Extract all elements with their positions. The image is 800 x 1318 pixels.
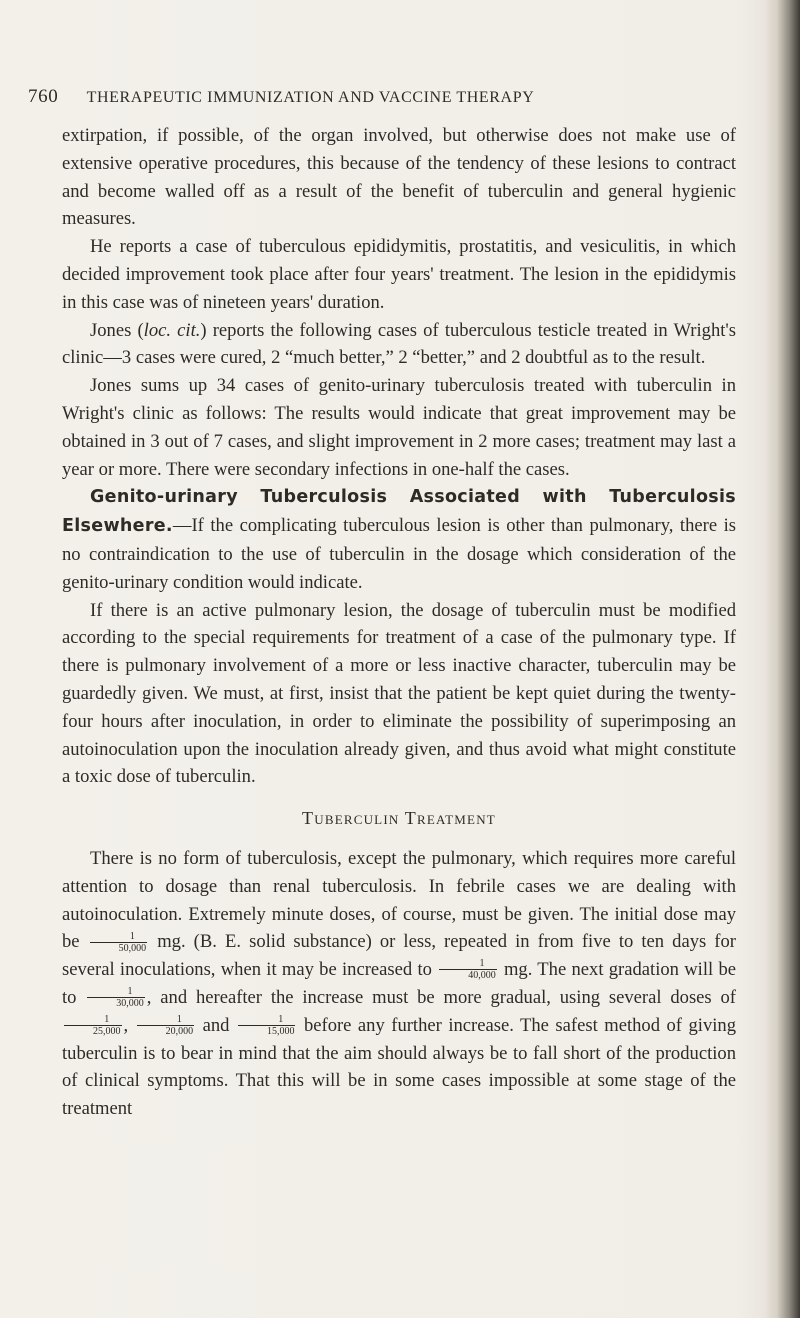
page-body bbox=[62, 122, 736, 1123]
fraction-numerator: 1 bbox=[137, 1014, 195, 1026]
paragraph-3-text-a: Jones ( bbox=[90, 319, 144, 341]
fraction-denominator: 25,000 bbox=[93, 1025, 121, 1037]
fraction-denominator: 20,000 bbox=[165, 1025, 194, 1037]
p7-text-b: mg. (B. E. solid substance) or less, repeated in from five to ten days for several inoculations, when it may be increased to bbox=[62, 931, 736, 981]
p7-text-a: There is no form of tuberculosis, except the pulmonary, which requires more careful attention to dosage than renal tuberculosis. In febrile cases we are dealing with autoinoculation. Extremely minute doses, of course, must be given. The initial dose may be bbox=[62, 847, 736, 953]
running-title: THERAPEUTIC IMMUNIZATION AND VACCINE THERAPY bbox=[86, 89, 535, 106]
paragraph-2: He reports a case of tuberculous epididymitis, prostatitis, and vesiculitis, in which decided improvement took place after four years' treatment. The lesion in the epididymis in this case was of nineteen years' duration. bbox=[62, 236, 736, 313]
fraction-dose-sixth bbox=[238, 1014, 296, 1037]
fraction-dose-second bbox=[439, 958, 497, 981]
fraction-numerator: 1 bbox=[90, 931, 148, 943]
fraction-dose-fifth bbox=[137, 1014, 195, 1037]
page-number: 760 bbox=[28, 86, 59, 107]
p7-text-c: mg. The next gradation will be to bbox=[62, 959, 736, 1008]
paragraph-4: Jones sums up 34 cases of genito-urinary tuberculosis treated with tuberculin in Wright's clinic as follows: The results would indicate that great improvement may be obtained in 3 out of 7 cases, and slight improvement in 2 more cases; treatment may last a year or more. There were secondary infections in one-half the cases. bbox=[62, 375, 736, 480]
paragraph-3 bbox=[62, 317, 736, 373]
p7-text-f: and bbox=[196, 1014, 236, 1036]
loc-cit-citation: loc. cit. bbox=[143, 319, 201, 341]
fraction-numerator: 1 bbox=[439, 958, 497, 970]
fraction-denominator: 15,000 bbox=[266, 1025, 295, 1037]
book-spine-shadow bbox=[764, 0, 800, 1318]
section-title: Tuberculin Treatment bbox=[302, 808, 496, 829]
fraction-dose-initial bbox=[90, 931, 148, 954]
paragraph-5 bbox=[62, 483, 736, 596]
fraction-denominator: 40,000 bbox=[468, 970, 496, 982]
subsection-heading: Genito-urinary Tuberculosis Associated with Tuberculosis Elsewhere. bbox=[62, 487, 736, 537]
fraction-dose-fourth bbox=[64, 1014, 122, 1037]
fraction-numerator: 1 bbox=[87, 986, 145, 998]
fraction-numerator: 1 bbox=[64, 1014, 122, 1026]
fraction-numerator: 1 bbox=[238, 1014, 296, 1026]
running-header bbox=[28, 86, 708, 108]
paragraph-3-text-b: ) reports the following cases of tuberculous testicle treated in Wright's clinic—3 cases were cured, 2 “much better,” 2 “better,” and 2 doubtful as to the result. bbox=[62, 319, 736, 369]
p7-text-g: before any further increase. The safest method of giving tuberculin is to bear in mind that the aim should always be to fall short of the production of clinical symptoms. That this will be in some cases impossible at some stage of the treatment bbox=[62, 1014, 736, 1120]
fraction-denominator: 50,000 bbox=[118, 942, 147, 954]
paragraph-5-text: —If the complicating tuberculous lesion is other than pulmonary, there is no contraindication to the use of tuberculin in the dosage which consideration of the genito-urinary condition would indicate. bbox=[62, 515, 736, 593]
paragraph-1: extirpation, if possible, of the organ involved, but otherwise does not make use of extensive operative procedures, this because of the tendency of these lesions to contract and become walled off as a result of the benefit of tuberculin and general hygienic measures. bbox=[62, 125, 736, 230]
paragraph-7 bbox=[62, 845, 736, 1123]
paragraph-6: If there is an active pulmonary lesion, the dosage of tuberculin must be modified according to the special requirements for treatment of a case of the pulmonary type. If there is pulmonary involvement of a more or less inactive character, tuberculin may be guardedly given. We must, at first, insist that the patient be kept quiet during the twenty-four hours after inoculation, in order to eliminate the possibility of superimposing an autoinoculation upon the inoculation already given, and thus avoid what might constitute a toxic dose of tuberculin. bbox=[62, 599, 736, 788]
p7-text-d: , and hereafter the increase must be more gradual, using several doses of bbox=[146, 986, 736, 1008]
fraction-dose-third bbox=[87, 986, 145, 1009]
fraction-denominator: 30,000 bbox=[116, 998, 144, 1010]
p7-text-e: , bbox=[123, 1014, 135, 1036]
